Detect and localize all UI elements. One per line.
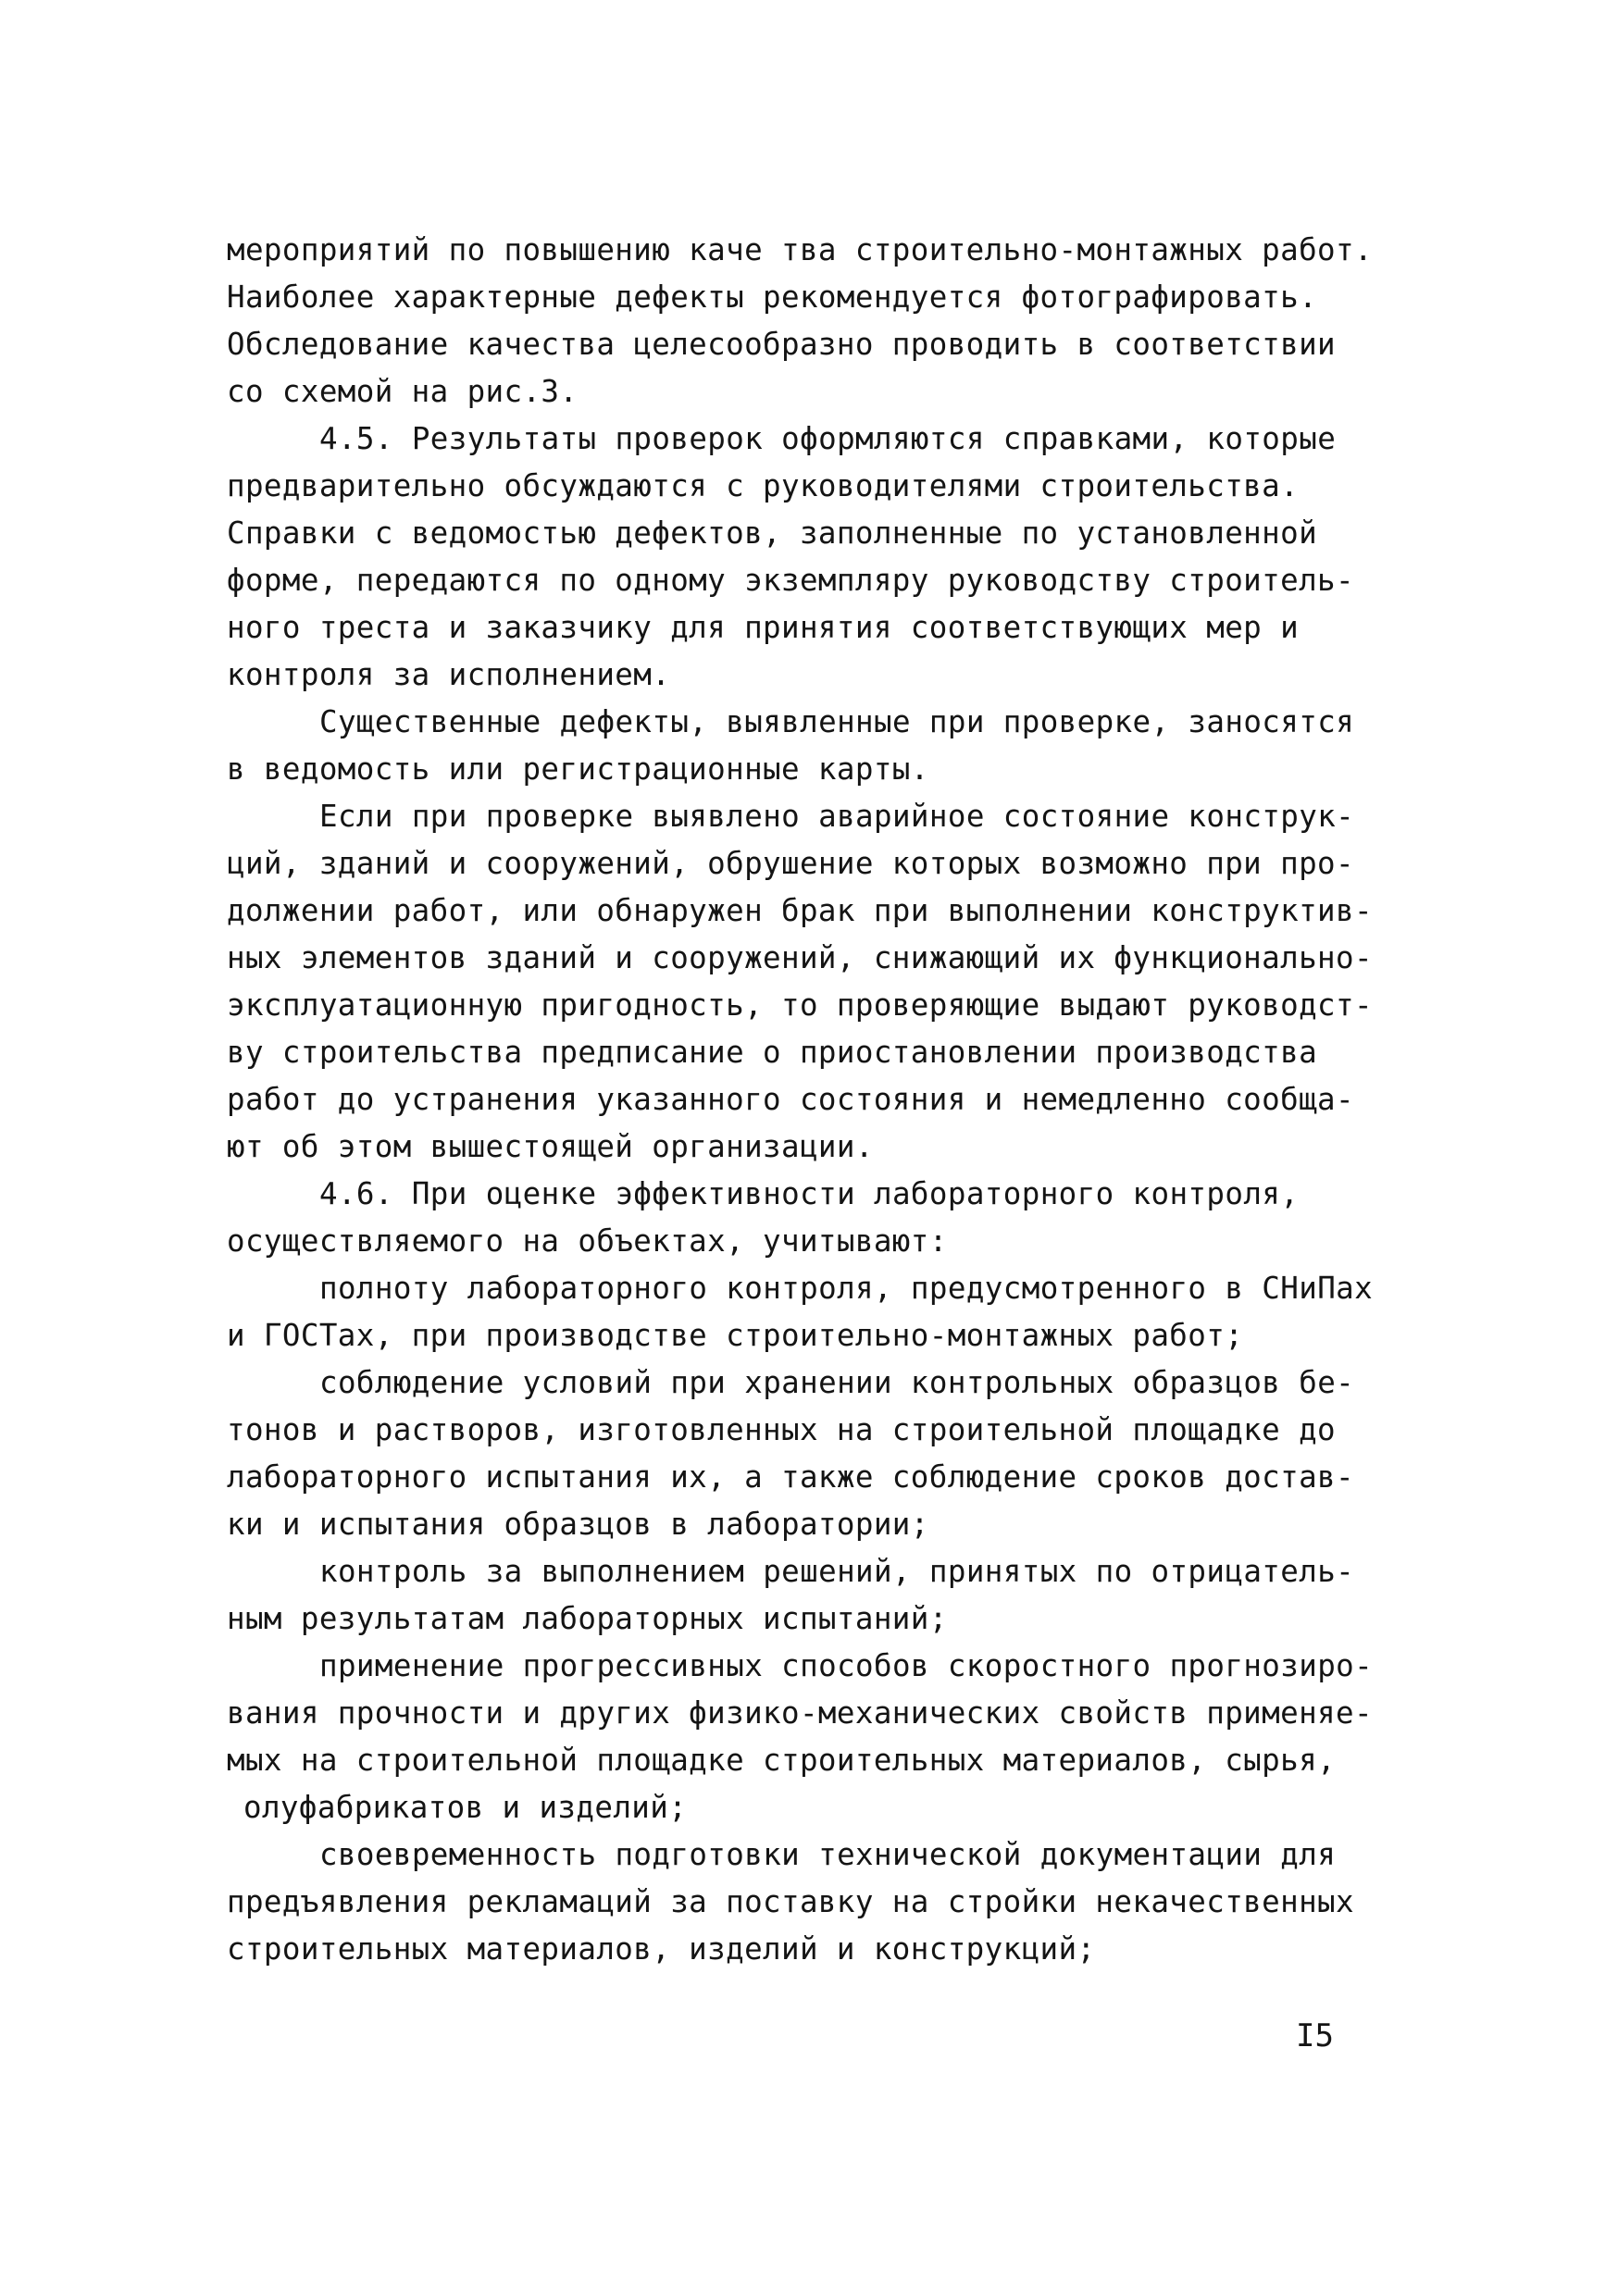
text-line: Обследование качества целесообразно проводить в соответствии [227, 327, 1336, 362]
text-line: 4.6. При оценке эффективности лабораторного контроля, [319, 1176, 1300, 1211]
text-line: эксплуатационную пригодность, то проверяющие выдают руководст- [227, 987, 1373, 1023]
text-line: тонов и растворов, изготовленных на строительной площадке до [227, 1412, 1336, 1447]
text-line: работ до устранения указанного состояния и немедленно сообща- [227, 1082, 1354, 1117]
text-line: ки и испытания образцов в лаборатории; [227, 1507, 929, 1542]
text-line: ют об этом вышестоящей организации. [227, 1129, 874, 1164]
text-line: должении работ, или обнаружен брак при выполнении конструктив- [227, 893, 1373, 928]
text-line: мых на строительной площадке строительных материалов, сырья, [227, 1743, 1336, 1778]
text-line: ных элементов зданий и сооружений, снижающий их функционально- [227, 940, 1373, 975]
text-line: ного треста и заказчику для принятия соответствующих мер и [227, 610, 1300, 645]
text-line: ву строительства предписание о приостановлении производства [227, 1035, 1318, 1070]
text-line: в ведомость или регистрационные карты. [227, 751, 929, 787]
text-line: Существенные дефекты, выявленные при проверке, заносятся [319, 704, 1355, 739]
text-line: предварительно обсуждаются с руководителями строительства. [227, 468, 1300, 503]
text-line: ций, зданий и сооружений, обрушение которых возможно при про- [227, 846, 1354, 881]
text-line: применение прогрессивных способов скоростного прогнозиро- [319, 1648, 1374, 1683]
text-line: мероприятий по повышению каче тва строительно-монтажных работ. [227, 232, 1373, 267]
text-line: своевременность подготовки технической документации для [319, 1837, 1337, 1872]
text-line: вания прочности и других физико-механических свойств применяе- [227, 1695, 1373, 1731]
text-line: форме, передаются по одному экземпляру руководству строитель- [227, 563, 1354, 598]
page-number: I5 [1296, 2017, 1334, 2054]
text-line: строительных материалов, изделий и конструкций; [227, 1931, 1096, 1967]
text-line: и ГОСТах, при производстве строительно-монтажных работ; [227, 1318, 1244, 1353]
text-line: ным результатам лабораторных испытаний; [227, 1601, 948, 1636]
text-line: 4.5. Результаты проверок оформляются справками, которые [319, 421, 1337, 456]
text-line: предъявления рекламаций за поставку на стройки некачественных [227, 1884, 1354, 1919]
text-line: осуществляемого на объектах, учитывают: [227, 1223, 948, 1259]
text-line: Если при проверке выявлено аварийное состояние конструк- [319, 799, 1355, 834]
text-line: полноту лабораторного контроля, предусмотренного в СНиПах [319, 1271, 1374, 1306]
text-line: со схемой на рис.3. [227, 374, 579, 409]
text-line: олуфабрикатов и изделий; [243, 1790, 688, 1825]
text-line: Справки с ведомостью дефектов, заполненные по установленной [227, 515, 1318, 551]
text-line: соблюдение условий при хранении контрольных образцов бе- [319, 1365, 1355, 1400]
text-line: контроля за исполнением. [227, 657, 671, 692]
text-line: лабораторного испытания их, а также соблюдение сроков достав- [227, 1459, 1354, 1495]
text-line: контроль за выполнением решений, принятых по отрицатель- [319, 1554, 1355, 1589]
text-line: Наиболее характерные дефекты рекомендуется фотографировать. [227, 279, 1318, 315]
